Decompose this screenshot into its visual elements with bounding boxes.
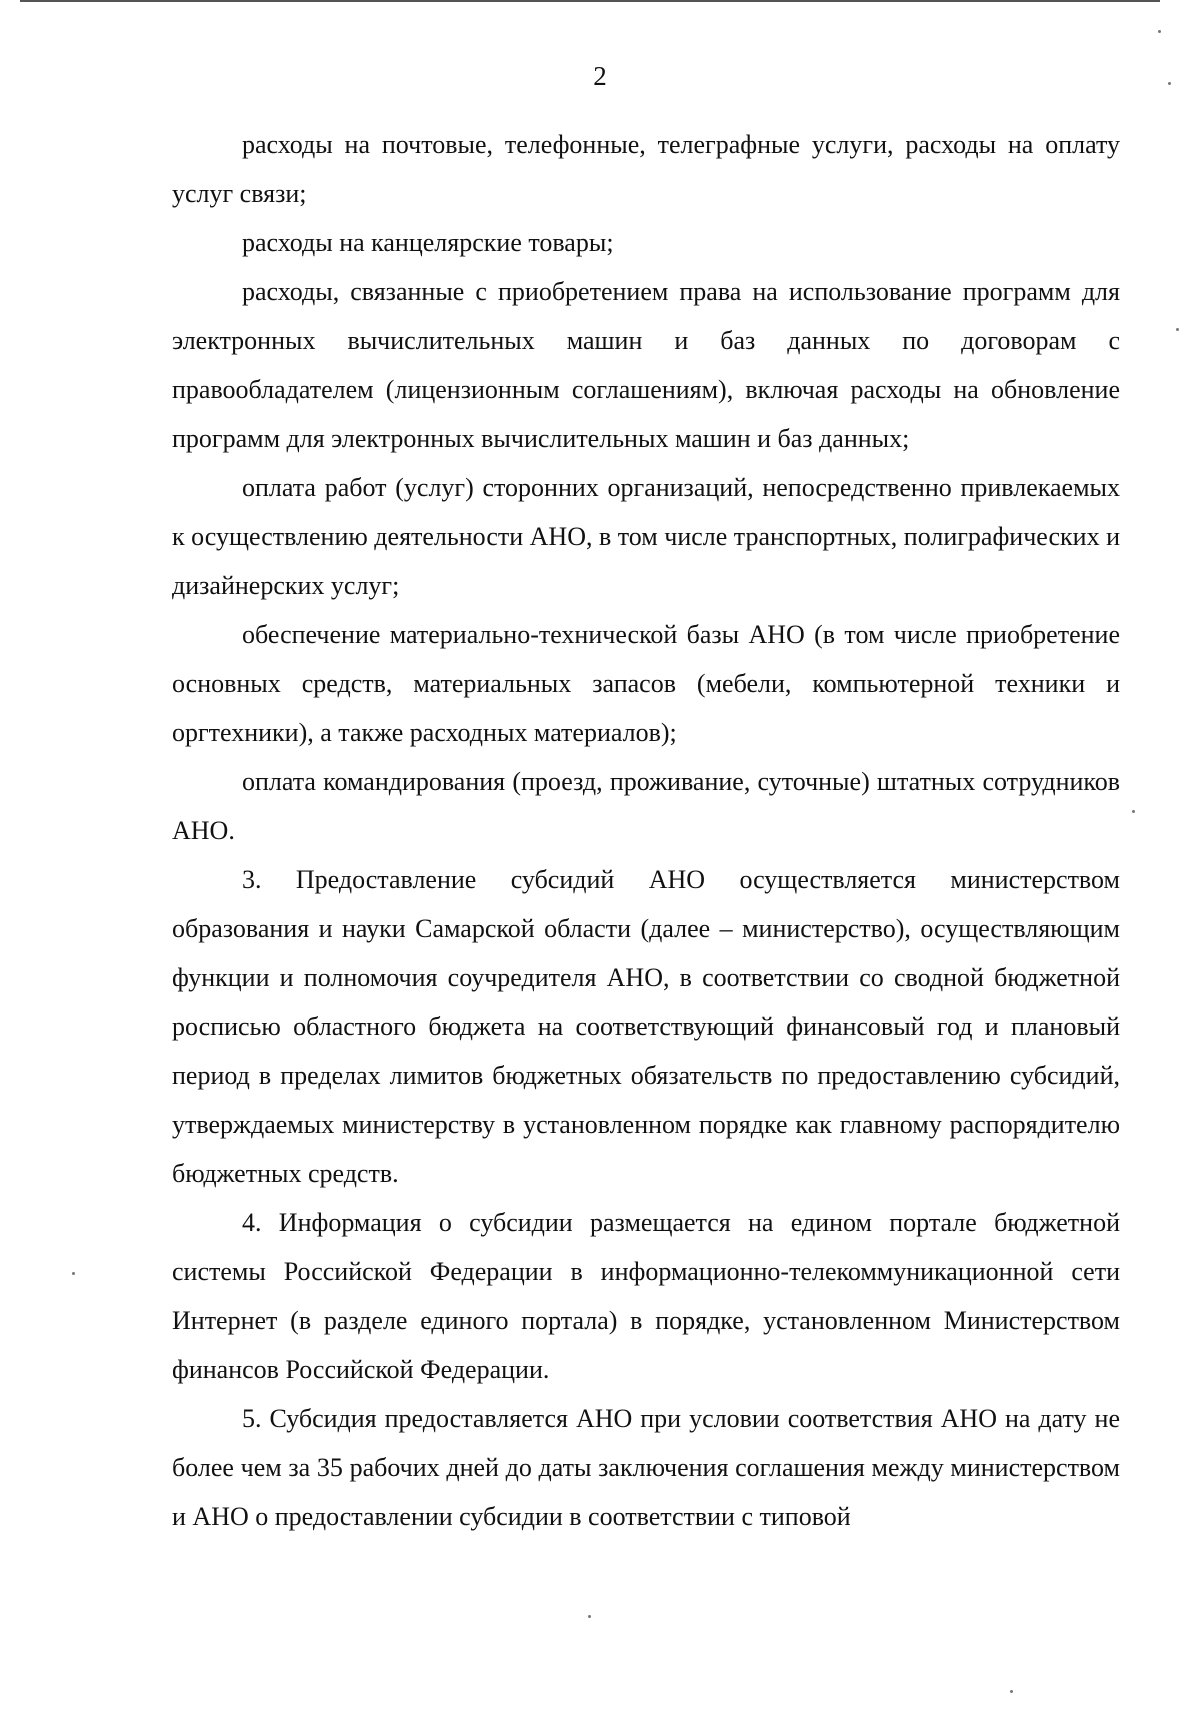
paragraph-third-party-services: оплата работ (услуг) сторонних организаций, непосредственно привлекаемых к осуществлению деятельности АНО, в том числе транспортных, полиграфических и дизайнерских услуг; — [172, 473, 1120, 600]
scan-speck — [1176, 328, 1179, 331]
paragraph-travel-expenses: оплата командирования (проезд, проживание, суточные) штатных сотрудников АНО. — [172, 767, 1120, 845]
scan-speck — [1010, 1690, 1013, 1693]
page-number: 2 — [593, 61, 607, 91]
paragraph-clause-3: 3. Предоставление субсидий АНО осуществляется министерством образования и науки Самарской области (далее – министерство), осуществляющим функции и полномочия соучредителя АНО, в соответствии со сводной бюджетной росписью областного бюджета на соответствующий финансовый год и плановый период в пределах лимитов бюджетных обязательств по предоставлению субсидий, утверждаемых министерству в установленном порядке как главному распорядителю бюджетных средств. — [172, 865, 1120, 1188]
scan-speck — [1132, 810, 1135, 813]
scan-speck — [1168, 82, 1171, 85]
scan-speck — [1158, 30, 1161, 33]
paragraph-software-expenses: расходы, связанные с приобретением права на использование программ для электронных вычислительных машин и баз данных по договорам с правообладателем (лицензионным соглашениям), включая расходы на обновление программ для электронных вычислительных машин и баз данных; — [172, 277, 1120, 453]
paragraph-material-base: обеспечение материально-технической базы АНО (в том числе приобретение основных средств, материальных запасов (мебели, компьютерной техники и оргтехники), а также расходных материалов); — [172, 620, 1120, 747]
scan-speck — [72, 1272, 75, 1275]
paragraph-postal-expenses: расходы на почтовые, телефонные, телеграфные услуги, расходы на оплату услуг связи; — [172, 130, 1120, 208]
paragraph-stationery-expenses: расходы на канцелярские товары; — [242, 228, 614, 257]
top-edge-rule — [20, 0, 1160, 2]
document-body — [172, 120, 1120, 1541]
scan-speck — [588, 1615, 591, 1618]
paragraph-clause-4: 4. Информация о субсидии размещается на едином портале бюджетной системы Российской Федерации в информационно-телекоммуникационной сети Интернет (в разделе единого портала) в порядке, установленном Министерством финансов Российской Федерации. — [172, 1208, 1120, 1384]
paragraph-clause-5: 5. Субсидия предоставляется АНО при условии соответствия АНО на дату не более чем за 35 рабочих дней до даты заключения соглашения между министерством и АНО о предоставлении субсидии в соответствии с типовой — [172, 1404, 1120, 1531]
